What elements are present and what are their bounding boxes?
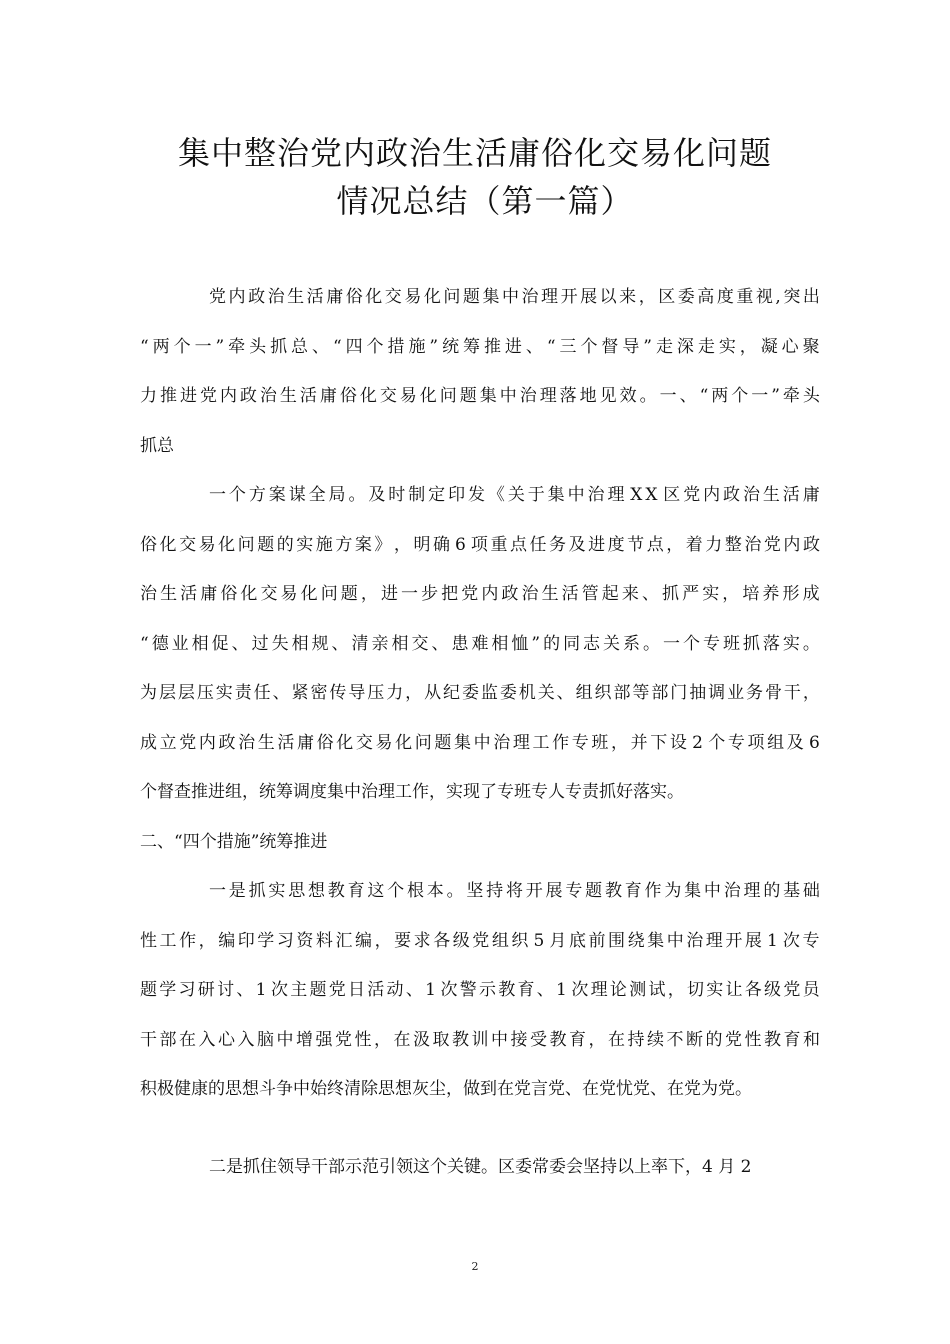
paragraph-1-line-4: 抓总 — [140, 435, 174, 456]
paragraph-3-line-4: 干 部 在 入 心 入 脑 中 增 强 党 性 ， 在 汲 取 教 训 中 接 受 教 育 ， 在 持 续 不 断 的 党 性 教 育 和 — [140, 1029, 820, 1050]
paragraph-2-line-1: 一 个 方 案 谋 全 局 。 及 时 制 定 印 发 《 关 于 集 中 治 理 X X 区 党 内 政 治 生 活 庸 — [209, 485, 820, 505]
paragraph-2-line-4: “ 德 业 相 促 、 过 失 相 规 、 清 亲 相 交 、 患 难 相 恤 ” 的 同 志 关 系 。 一 个 专 班 抓 落 实 。 — [140, 633, 820, 654]
section-heading-2: 二、“四个措施”统筹推进 — [140, 831, 328, 852]
paragraph-3-line-2: 性 工 作 ， 编 印 学 习 资 料 汇 编 ， 要 求 各 级 党 组 织 5 月 底 前 围 绕 集 中 治 理 开 展 1 次 专 — [140, 930, 820, 951]
paragraph-1-line-2: “ 两 个 一 ” 牵 头 抓 总 、 “ 四 个 措 施 ” 统 筹 推 进 、 “ 三 个 督 导 ” 走 深 走 实 ， 凝 心 聚 — [140, 336, 820, 357]
paragraph-3-line-1: 一 是 抓 实 思 想 教 育 这 个 根 本 。 坚 持 将 开 展 专 题 教 育 作 为 集 中 治 理 的 基 础 — [209, 881, 820, 901]
paragraph-2-line-2: 俗 化 交 易 化 问 题 的 实 施 方 案 》 ， 明 确 6 项 重 点 任 务 及 进 度 节 点 ， 着 力 整 治 党 内 政 — [140, 534, 820, 555]
page-number: 2 — [471, 1260, 479, 1273]
document-title-line-1: 集中整治党内政治生活庸俗化交易化问题 — [177, 134, 772, 172]
paragraph-1-line-3: 力 推 进 党 内 政 治 生 活 庸 俗 化 交 易 化 问 题 集 中 治 理 落 地 见 效 。 一 、 “ 两 个 一 ” 牵 头 — [140, 386, 820, 406]
document-title-line-2: 情况总结（第一篇） — [336, 182, 634, 220]
paragraph-1-line-1: 党 内 政 治 生 活 庸 俗 化 交 易 化 问 题 集 中 治 理 开 展 以 来 ， 区 委 高 度 重 视 , 突 出 — [209, 287, 820, 307]
paragraph-2-line-5: 为 层 层 压 实 责 任 、 紧 密 传 导 压 力 ， 从 纪 委 监 委 机 关 、 组 织 部 等 部 门 抽 调 业 务 骨 干 ， — [140, 683, 820, 703]
document-body — [140, 273, 820, 1192]
paragraph-4-line-1: 二是抓住领导干部示范引领这个关键。区委常委会坚持以上率下，4 月 2 — [209, 1156, 752, 1177]
paragraph-3-line-3: 题 学 习 研 讨 、 1 次 主 题 党 日 活 动 、 1 次 警 示 教 育 、 1 次 理 论 测 试 ， 切 实 让 各 级 党 员 — [140, 980, 820, 1000]
paragraph-2-line-3: 治 生 活 庸 俗 化 交 易 化 问 题 ， 进 一 步 把 党 内 政 治 生 活 管 起 来 、 抓 严 实 ， 培 养 形 成 — [140, 584, 820, 604]
paragraph-3-line-5: 积极健康的思想斗争中始终清除思想灰尘，做到在党言党、在党忧党、在党为党。 — [140, 1079, 752, 1099]
paragraph-2-line-6: 成 立 党 内 政 治 生 活 庸 俗 化 交 易 化 问 题 集 中 治 理 工 作 专 班 ， 并 下 设 2 个 专 项 组 及 6 — [140, 732, 820, 753]
paragraph-2-line-7: 个督查推进组，统筹调度集中治理工作，实现了专班专人专责抓好落实。 — [140, 782, 684, 802]
paragraph-spacer — [140, 1115, 820, 1143]
